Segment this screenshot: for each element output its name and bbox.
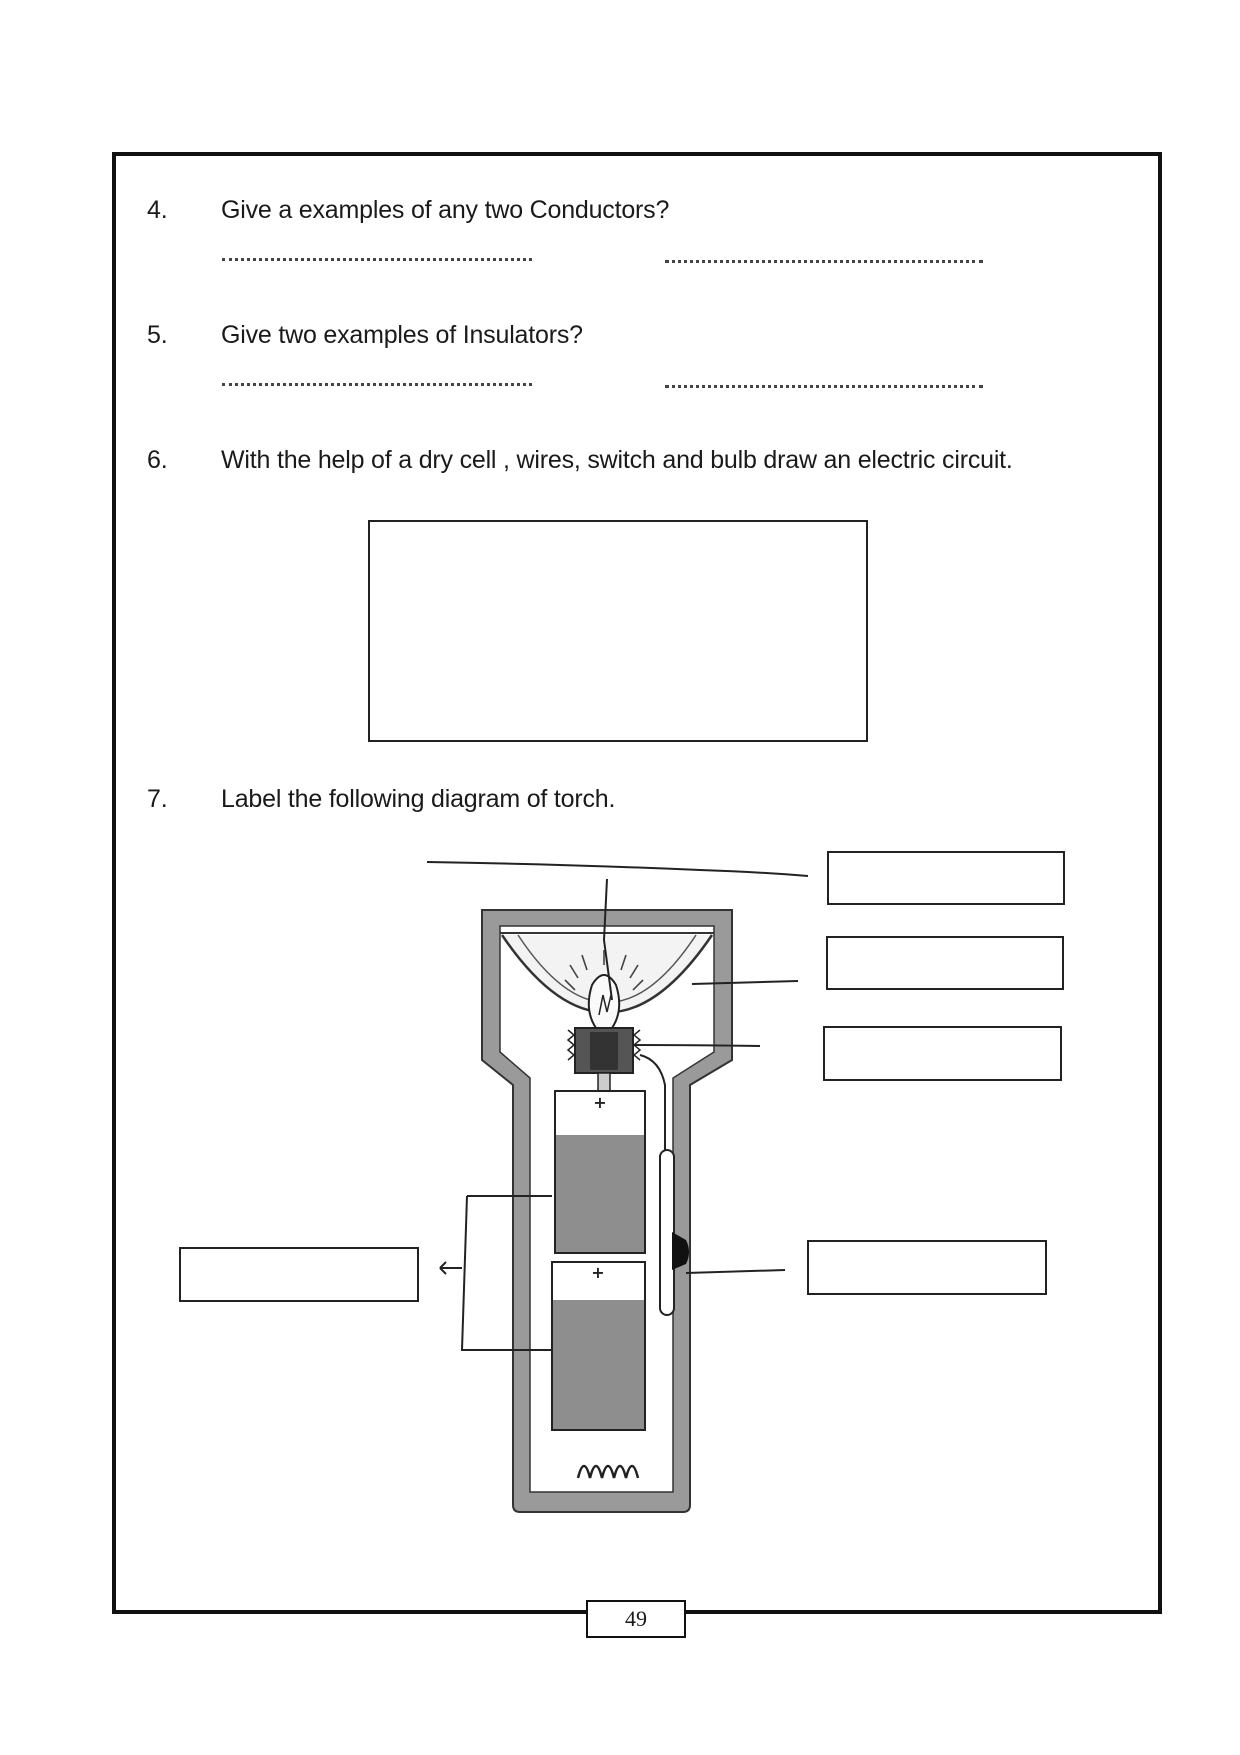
question-6-text: With the help of a dry cell , wires, switch and bulb draw an electric circuit. <box>221 446 1013 474</box>
question-5-number: 5. <box>147 321 168 349</box>
question-5-text: Give two examples of Insulators? <box>221 321 583 349</box>
question-7-number: 7. <box>147 785 168 813</box>
question-4-number: 4. <box>147 196 168 224</box>
torch-label-box-2[interactable] <box>826 936 1064 990</box>
torch-label-box-5[interactable] <box>179 1247 419 1302</box>
question-4-text: Give a examples of any two Conductors? <box>221 196 670 224</box>
torch-label-box-1[interactable] <box>827 851 1065 905</box>
question-6-number: 6. <box>147 446 168 474</box>
switch-slot <box>660 1150 674 1315</box>
cell-2-plus-label: + <box>591 1263 605 1282</box>
page-number: 49 <box>586 1600 686 1638</box>
cell-1-plus-label: + <box>593 1093 607 1112</box>
torch-label-box-3[interactable] <box>823 1026 1062 1081</box>
question-7-text: Label the following diagram of torch. <box>221 785 616 813</box>
torch-label-box-4[interactable] <box>807 1240 1047 1295</box>
